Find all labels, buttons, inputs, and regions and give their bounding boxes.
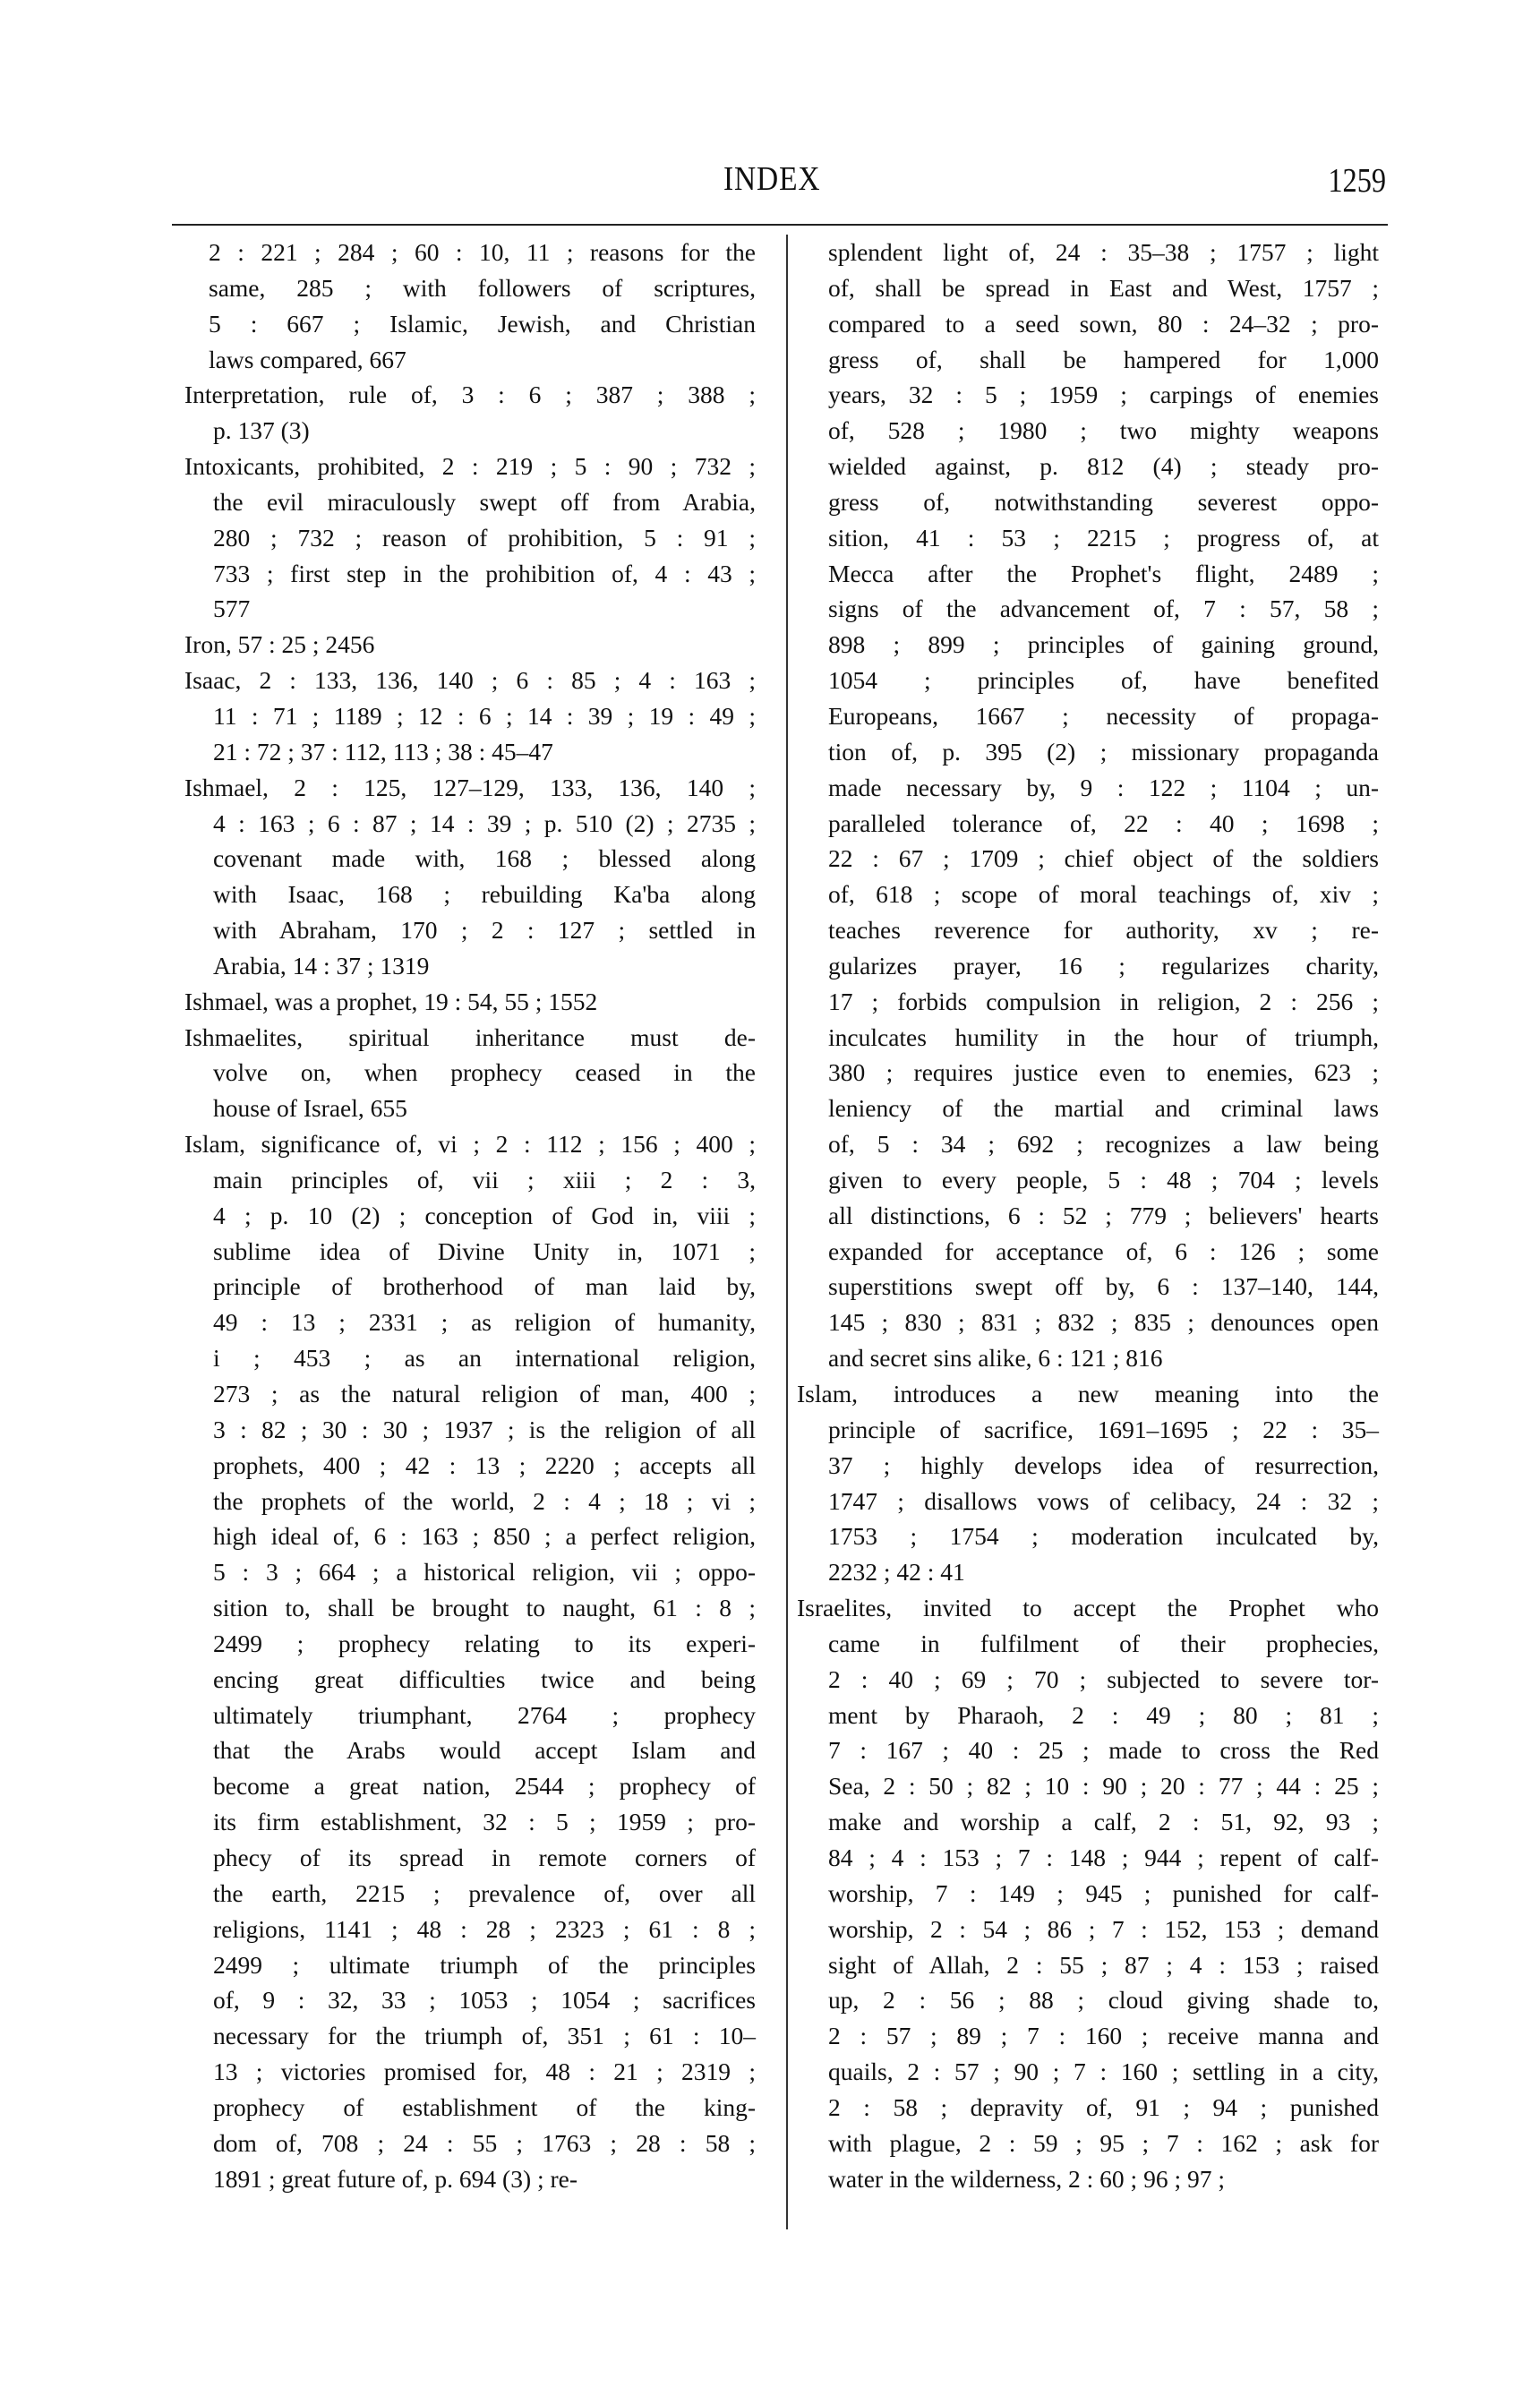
index-line: Mecca after the Prophet's flight, 2489 ; [828,559,1379,587]
index-line: 2 : 40 ; 69 ; 70 ; subjected to severe tor- [828,1664,1379,1693]
index-line: leniency of the martial and criminal laws [828,1094,1379,1123]
index-line: 1753 ; 1754 ; moderation inculcated by, [828,1522,1379,1551]
index-entry [184,663,756,770]
index-line: of, shall be spread in East and West, 1757 ; [828,273,1379,302]
index-line: principle of brotherhood of man laid by, [213,1272,756,1301]
index-line: prophecy of establishment of the king- [213,2092,756,2121]
index-line: 273 ; as the natural religion of man, 400 ; [213,1380,756,1407]
index-line: 84 ; 4 : 153 ; 7 : 148 ; 944 ; repent of calf- [828,1843,1379,1871]
index-line: splendent light of, 24 : 35–38 ; 1757 ; light [828,238,1379,266]
index-line: given to every people, 5 : 48 ; 704 ; levels [828,1165,1379,1193]
index-line: paralleled tolerance of, 22 : 40 ; 1698 ; [828,808,1379,837]
index-line: 7 : 167 ; 40 : 25 ; made to cross the Red [828,1736,1379,1765]
index-line: worship, 7 : 149 ; 945 ; punished for calf- [828,1878,1379,1907]
index-line: 5 : 3 ; 664 ; a historical religion, vii ; oppo- [213,1558,756,1587]
index-line: Intoxicants, prohibited, 2 : 219 ; 5 : 90 ; 732 ; [184,452,756,481]
index-line: Iron, 57 : 25 ; 2456 [184,630,375,659]
index-line: 4 : 163 ; 6 : 87 ; 14 : 39 ; p. 510 (2) ; 2735 ; [213,808,756,837]
index-line: made necessary by, 9 : 122 ; 1104 ; un- [828,773,1379,801]
index-line: volve on, when prophecy ceased in the [213,1058,756,1087]
index-line: Ishmaelites, spiritual inheritance must de- [184,1022,756,1051]
index-line: wielded against, p. 812 (4) ; steady pro- [828,452,1379,481]
index-entry-continued [797,235,1379,1376]
index-line: gress of, shall be hampered for 1,000 [828,345,1379,373]
index-line: 2499 ; ultimate triumph of the principles [213,1950,756,1979]
index-entry [184,984,756,1020]
index-line: and secret sins alike, 6 : 121 ; 816 [828,1344,1163,1373]
index-line: gress of, notwithstanding severest oppo- [828,487,1379,516]
index-line: 21 : 72 ; 37 : 112, 113 ; 38 : 45–47 [213,737,553,766]
index-line: laws compared, 667 [209,345,406,373]
index-line: teaches reverence for authority, xv ; re- [828,916,1379,945]
index-line: Interpretation, rule of, 3 : 6 ; 387 ; 388 ; [184,381,756,409]
index-line: tion of, p. 395 (2) ; missionary propaganda [828,737,1379,766]
index-line: gularizes prayer, 16 ; regularizes charity, [828,951,1379,980]
index-line: expanded for acceptance of, 6 : 126 ; some [828,1236,1379,1265]
index-line: Ishmael, 2 : 125, 127–129, 133, 136, 140 ; [184,773,756,801]
page-title: INDEX [723,160,821,198]
index-line: 145 ; 830 ; 831 ; 832 ; 835 ; denounces open [828,1308,1379,1337]
index-line: 1747 ; disallows vows of celibacy, 24 : 32 ; [828,1486,1379,1515]
index-line: covenant made with, 168 ; blessed along [213,844,756,873]
index-line: 2499 ; prophecy relating to its experi- [213,1629,756,1657]
index-line: of, 528 ; 1980 ; two mighty weapons [828,416,1379,445]
index-line: 577 [213,595,251,623]
index-line: superstitions swept off by, 6 : 137–140, 144, [828,1272,1379,1301]
index-line: 380 ; requires justice even to enemies, 623 ; [828,1058,1379,1087]
index-line: Islam, introduces a new meaning into the [797,1380,1379,1407]
index-line: water in the wilderness, 2 : 60 ; 96 ; 97 ; [828,2164,1225,2193]
index-line: 733 ; first step in the prohibition of, 4 : 43 ; [213,559,756,587]
index-line: ultimately triumphant, 2764 ; prophecy [213,1700,756,1729]
index-line: same, 285 ; with followers of scriptures, [209,273,756,302]
index-line: 49 : 13 ; 2331 ; as religion of humanity, [213,1308,756,1337]
index-line: Ishmael, was a prophet, 19 : 54, 55 ; 1552 [184,987,598,1015]
index-line: 2 : 221 ; 284 ; 60 : 10, 11 ; reasons for the [209,238,756,266]
index-line: i ; 453 ; as an international religion, [213,1344,756,1373]
index-line: 13 ; victories promised for, 48 : 21 ; 2319 ; [213,2058,756,2086]
index-line: the prophets of the world, 2 : 4 ; 18 ; vi ; [213,1486,756,1515]
index-line: 37 ; highly develops idea of resurrection, [828,1450,1379,1479]
index-line: came in fulfilment of their prophecies, [828,1629,1379,1657]
index-line: 5 : 667 ; Islamic, Jewish, and Christian [209,309,756,338]
index-line: 4 ; p. 10 (2) ; conception of God in, viii ; [213,1201,756,1229]
index-line: compared to a seed sown, 80 : 24–32 ; pro- [828,309,1379,338]
index-line: with Abraham, 170 ; 2 : 127 ; settled in [213,916,756,945]
index-line: house of Israel, 655 [213,1094,407,1123]
index-line: with plague, 2 : 59 ; 95 ; 7 : 162 ; ask for [828,2128,1379,2157]
index-line: Islam, significance of, vi ; 2 : 112 ; 156 ; 400 ; [184,1130,756,1159]
index-line: up, 2 : 56 ; 88 ; cloud giving shade to, [828,1986,1379,2015]
index-line: sublime idea of Divine Unity in, 1071 ; [213,1236,756,1265]
index-line: 1891 ; great future of, p. 694 (3) ; re- [213,2164,578,2193]
page-number: 1259 [1328,162,1386,200]
index-line: 2 : 57 ; 89 ; 7 : 160 ; receive manna and [828,2022,1379,2050]
index-line: become a great nation, 2544 ; prophecy of [213,1772,756,1801]
index-line: prophets, 400 ; 42 : 13 ; 2220 ; accepts all [213,1450,756,1479]
index-line: 2232 ; 42 : 41 [828,1558,965,1587]
index-line: religions, 1141 ; 48 : 28 ; 2323 ; 61 : 8 ; [213,1914,756,1943]
index-entry-continued [184,235,756,377]
index-entry [184,1020,756,1127]
index-line: of, 5 : 34 ; 692 ; recognizes a law being [828,1130,1379,1159]
index-line: inculcates humility in the hour of triumph, [828,1022,1379,1051]
index-line: 280 ; 732 ; reason of prohibition, 5 : 91 ; [213,523,756,552]
index-line: main principles of, vii ; xiii ; 2 : 3, [213,1165,756,1193]
index-line: sition, 41 : 53 ; 2215 ; progress of, at [828,523,1379,552]
index-line: high ideal of, 6 : 163 ; 850 ; a perfect religion, [213,1522,756,1551]
running-head [0,159,1540,213]
index-line: Sea, 2 : 50 ; 82 ; 10 : 90 ; 20 : 77 ; 44 : 25 ; [828,1772,1379,1801]
index-entry [797,1590,1379,2196]
index-line: necessary for the triumph of, 351 ; 61 : 10– [213,2022,756,2050]
index-line: the earth, 2215 ; prevalence of, over all [213,1878,756,1907]
index-line: signs of the advancement of, 7 : 57, 58 ; [828,595,1379,623]
index-entry [184,377,756,449]
index-line: of, 9 : 32, 33 ; 1053 ; 1054 ; sacrifices [213,1986,756,2015]
index-line: sight of Allah, 2 : 55 ; 87 ; 4 : 153 ; raised [828,1950,1379,1979]
index-line: encing great difficulties twice and being [213,1664,756,1693]
index-line: p. 137 (3) [213,416,310,445]
column-divider [786,235,788,2229]
index-line: all distinctions, 6 : 52 ; 779 ; believers' hearts [828,1201,1379,1229]
index-line: the evil miraculously swept off from Arabia, [213,487,756,516]
index-line: principle of sacrifice, 1691–1695 ; 22 : 35– [828,1415,1379,1443]
index-line: 2 : 58 ; depravity of, 91 ; 94 ; punished [828,2092,1379,2121]
index-line: 22 : 67 ; 1709 ; chief object of the soldiers [828,844,1379,873]
index-line: Arabia, 14 : 37 ; 1319 [213,951,430,980]
index-line: ment by Pharaoh, 2 : 49 ; 80 ; 81 ; [828,1700,1379,1729]
index-line: years, 32 : 5 ; 1959 ; carpings of enemies [828,381,1379,409]
index-entry [797,1376,1379,1590]
index-line: its firm establishment, 32 : 5 ; 1959 ; pro- [213,1808,756,1836]
index-line: phecy of its spread in remote corners of [213,1843,756,1871]
index-line: Isaac, 2 : 133, 136, 140 ; 6 : 85 ; 4 : 163 ; [184,666,756,695]
index-entry [184,770,756,984]
index-column-left [184,235,756,2196]
index-entry [184,1126,756,2196]
index-line: dom of, 708 ; 24 : 55 ; 1763 ; 28 : 58 ; [213,2128,756,2157]
index-line: Israelites, invited to accept the Prophet who [797,1594,1379,1622]
index-line: quails, 2 : 57 ; 90 ; 7 : 160 ; settling in a city, [828,2058,1379,2086]
index-line: worship, 2 : 54 ; 86 ; 7 : 152, 153 ; demand [828,1914,1379,1943]
index-line: with Isaac, 168 ; rebuilding Ka'ba along [213,880,756,909]
index-line: Europeans, 1667 ; necessity of propaga- [828,701,1379,730]
index-line: make and worship a calf, 2 : 51, 92, 93 ; [828,1808,1379,1836]
index-line: 3 : 82 ; 30 : 30 ; 1937 ; is the religion of all [213,1415,756,1443]
index-line: of, 618 ; scope of moral teachings of, xiv ; [828,880,1379,909]
index-line: 898 ; 899 ; principles of gaining ground, [828,630,1379,659]
index-line: 17 ; forbids compulsion in religion, 2 : 256 ; [828,987,1379,1015]
index-line: that the Arabs would accept Islam and [213,1736,756,1765]
index-line: 11 : 71 ; 1189 ; 12 : 6 ; 14 : 39 ; 19 : 49 ; [213,701,756,730]
index-entry [184,627,756,663]
index-line: sition to, shall be brought to naught, 61 : 8 ; [213,1594,756,1622]
index-entry [184,449,756,627]
index-column-right [797,235,1379,2196]
header-rule [172,224,1388,226]
index-line: 1054 ; principles of, have benefited [828,666,1379,695]
